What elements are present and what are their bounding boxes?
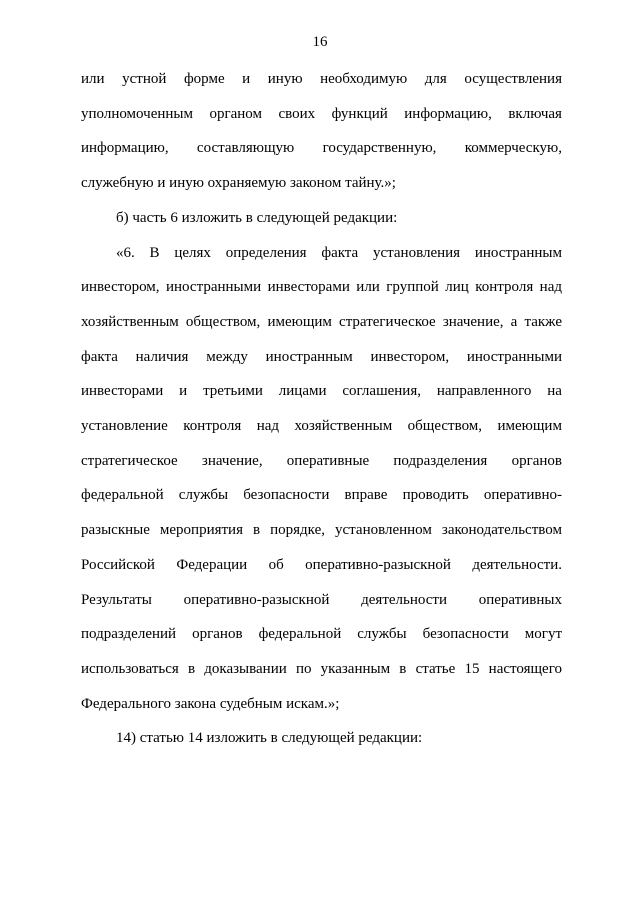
word: федеральной: [258, 626, 342, 643]
word: оперативно-разыскной: [183, 591, 330, 608]
word: установленном: [335, 522, 432, 539]
word: Федерации: [176, 556, 248, 573]
word: над: [256, 418, 280, 434]
word: по: [295, 660, 312, 677]
word: контроля: [475, 279, 534, 296]
word: иностранными: [466, 348, 562, 365]
word: уполномоченным: [81, 105, 193, 122]
word: подразделения: [393, 452, 488, 469]
word: форме: [183, 71, 225, 87]
word: мероприятия: [159, 522, 243, 539]
word: факта: [321, 244, 359, 261]
word: коммерческую,: [464, 140, 562, 157]
word: иностранным: [474, 244, 562, 261]
word: могут: [524, 626, 562, 643]
word: хозяйственным: [294, 418, 393, 434]
text-line: [81, 312, 562, 332]
word: 15: [464, 660, 480, 677]
word: Результаты: [81, 591, 152, 608]
word: оперативно-разыскной: [305, 556, 451, 573]
text-line: [81, 451, 562, 471]
word: и: [242, 71, 251, 87]
word: безопасности: [422, 626, 509, 643]
word: или: [356, 279, 380, 296]
text-line: [116, 243, 562, 263]
word: в: [187, 660, 196, 677]
word: установления: [373, 244, 461, 261]
text-line: [81, 347, 562, 367]
word: на: [547, 383, 562, 400]
word: направленного: [436, 383, 532, 400]
word: оперативно-: [483, 487, 562, 504]
text-line: [81, 555, 562, 575]
word: иную: [267, 71, 303, 87]
word: необходимую: [320, 71, 408, 87]
text-line: б) часть 6 изложить в следующей редакции:: [116, 209, 398, 226]
word: в: [399, 660, 407, 677]
word: функций: [331, 105, 388, 122]
word: деятельности: [361, 591, 447, 608]
text-line: служебную и иную охраняемую законом тайну.»;: [81, 175, 396, 192]
word: Российской: [81, 556, 155, 573]
word: деятельности.: [472, 556, 562, 573]
word: вправе: [344, 487, 388, 504]
word: имеющим: [497, 418, 562, 434]
word: порядке,: [270, 522, 325, 539]
word: В: [149, 244, 160, 261]
text-line: Федерального закона судебным искам.»;: [81, 695, 340, 712]
word: группой: [386, 279, 439, 296]
word: а: [510, 313, 518, 330]
text-line: [81, 381, 562, 401]
word: доказывании: [204, 660, 287, 677]
word: третьими: [203, 383, 263, 400]
word: лиц: [445, 279, 469, 296]
word: инвестором,: [81, 279, 160, 296]
word: иностранным: [265, 348, 353, 365]
word: обществом,: [407, 418, 483, 434]
word: указанным: [320, 660, 391, 677]
word: целях: [174, 244, 211, 261]
word: законодательством: [441, 522, 562, 539]
page-number: 16: [312, 34, 328, 50]
word: над: [539, 279, 562, 296]
word: также: [524, 313, 562, 330]
text-line: [81, 659, 562, 679]
word: наличия: [135, 348, 189, 365]
word: информацию,: [81, 140, 169, 157]
text-line: [81, 69, 562, 89]
word: органом: [209, 105, 262, 122]
word: безопасности: [243, 487, 330, 504]
word: государственную,: [322, 140, 437, 157]
word: имеющим: [267, 313, 332, 330]
word: и: [179, 383, 188, 400]
word: лицами: [278, 383, 327, 400]
word: контроля: [183, 418, 242, 434]
text-line: [81, 138, 562, 158]
word: или: [81, 71, 105, 87]
word: органов: [192, 626, 243, 643]
word: оперативных: [478, 591, 562, 608]
word: инвестором,: [370, 348, 450, 365]
word: осуществления: [464, 71, 562, 87]
text-line: [81, 277, 562, 297]
word: инвесторами: [267, 279, 350, 296]
word: статье: [415, 660, 456, 677]
text-line: [81, 590, 562, 610]
word: хозяйственным: [81, 313, 179, 330]
word: об: [268, 556, 284, 573]
word: использоваться: [81, 660, 179, 677]
word: проводить: [402, 487, 469, 504]
text-line: [81, 104, 562, 124]
word: службы: [178, 487, 229, 504]
word: установление: [81, 418, 168, 434]
text-line: [81, 624, 562, 644]
word: оперативные: [286, 452, 370, 469]
word: значение,: [201, 452, 263, 469]
word: подразделений: [81, 626, 177, 643]
word: составляющую: [196, 140, 295, 157]
word: информацию,: [404, 105, 492, 122]
word: разыскные: [81, 522, 150, 539]
word: факта: [81, 348, 118, 365]
word: настоящего: [488, 660, 562, 677]
word: инвесторами: [81, 383, 164, 400]
word: органов: [511, 452, 562, 469]
word: своих: [278, 105, 316, 122]
word: включая: [508, 105, 562, 122]
word: соглашения,: [342, 383, 421, 400]
word: в: [253, 522, 261, 539]
word: службы: [357, 626, 407, 643]
text-line: [81, 520, 562, 540]
word: стратегическое: [339, 313, 436, 330]
text-line: [81, 485, 562, 505]
text-line: [81, 416, 562, 436]
word: для: [424, 71, 447, 87]
word: обществом,: [185, 313, 261, 330]
word: «6.: [116, 244, 135, 261]
word: устной: [122, 71, 167, 87]
word: значение,: [442, 313, 504, 330]
word: определения: [225, 244, 307, 261]
word: между: [206, 348, 248, 365]
word: иностранными: [166, 279, 262, 296]
word: федеральной: [81, 487, 164, 504]
text-line: 14) статью 14 изложить в следующей редакции:: [116, 730, 423, 747]
word: стратегическое: [81, 452, 178, 469]
